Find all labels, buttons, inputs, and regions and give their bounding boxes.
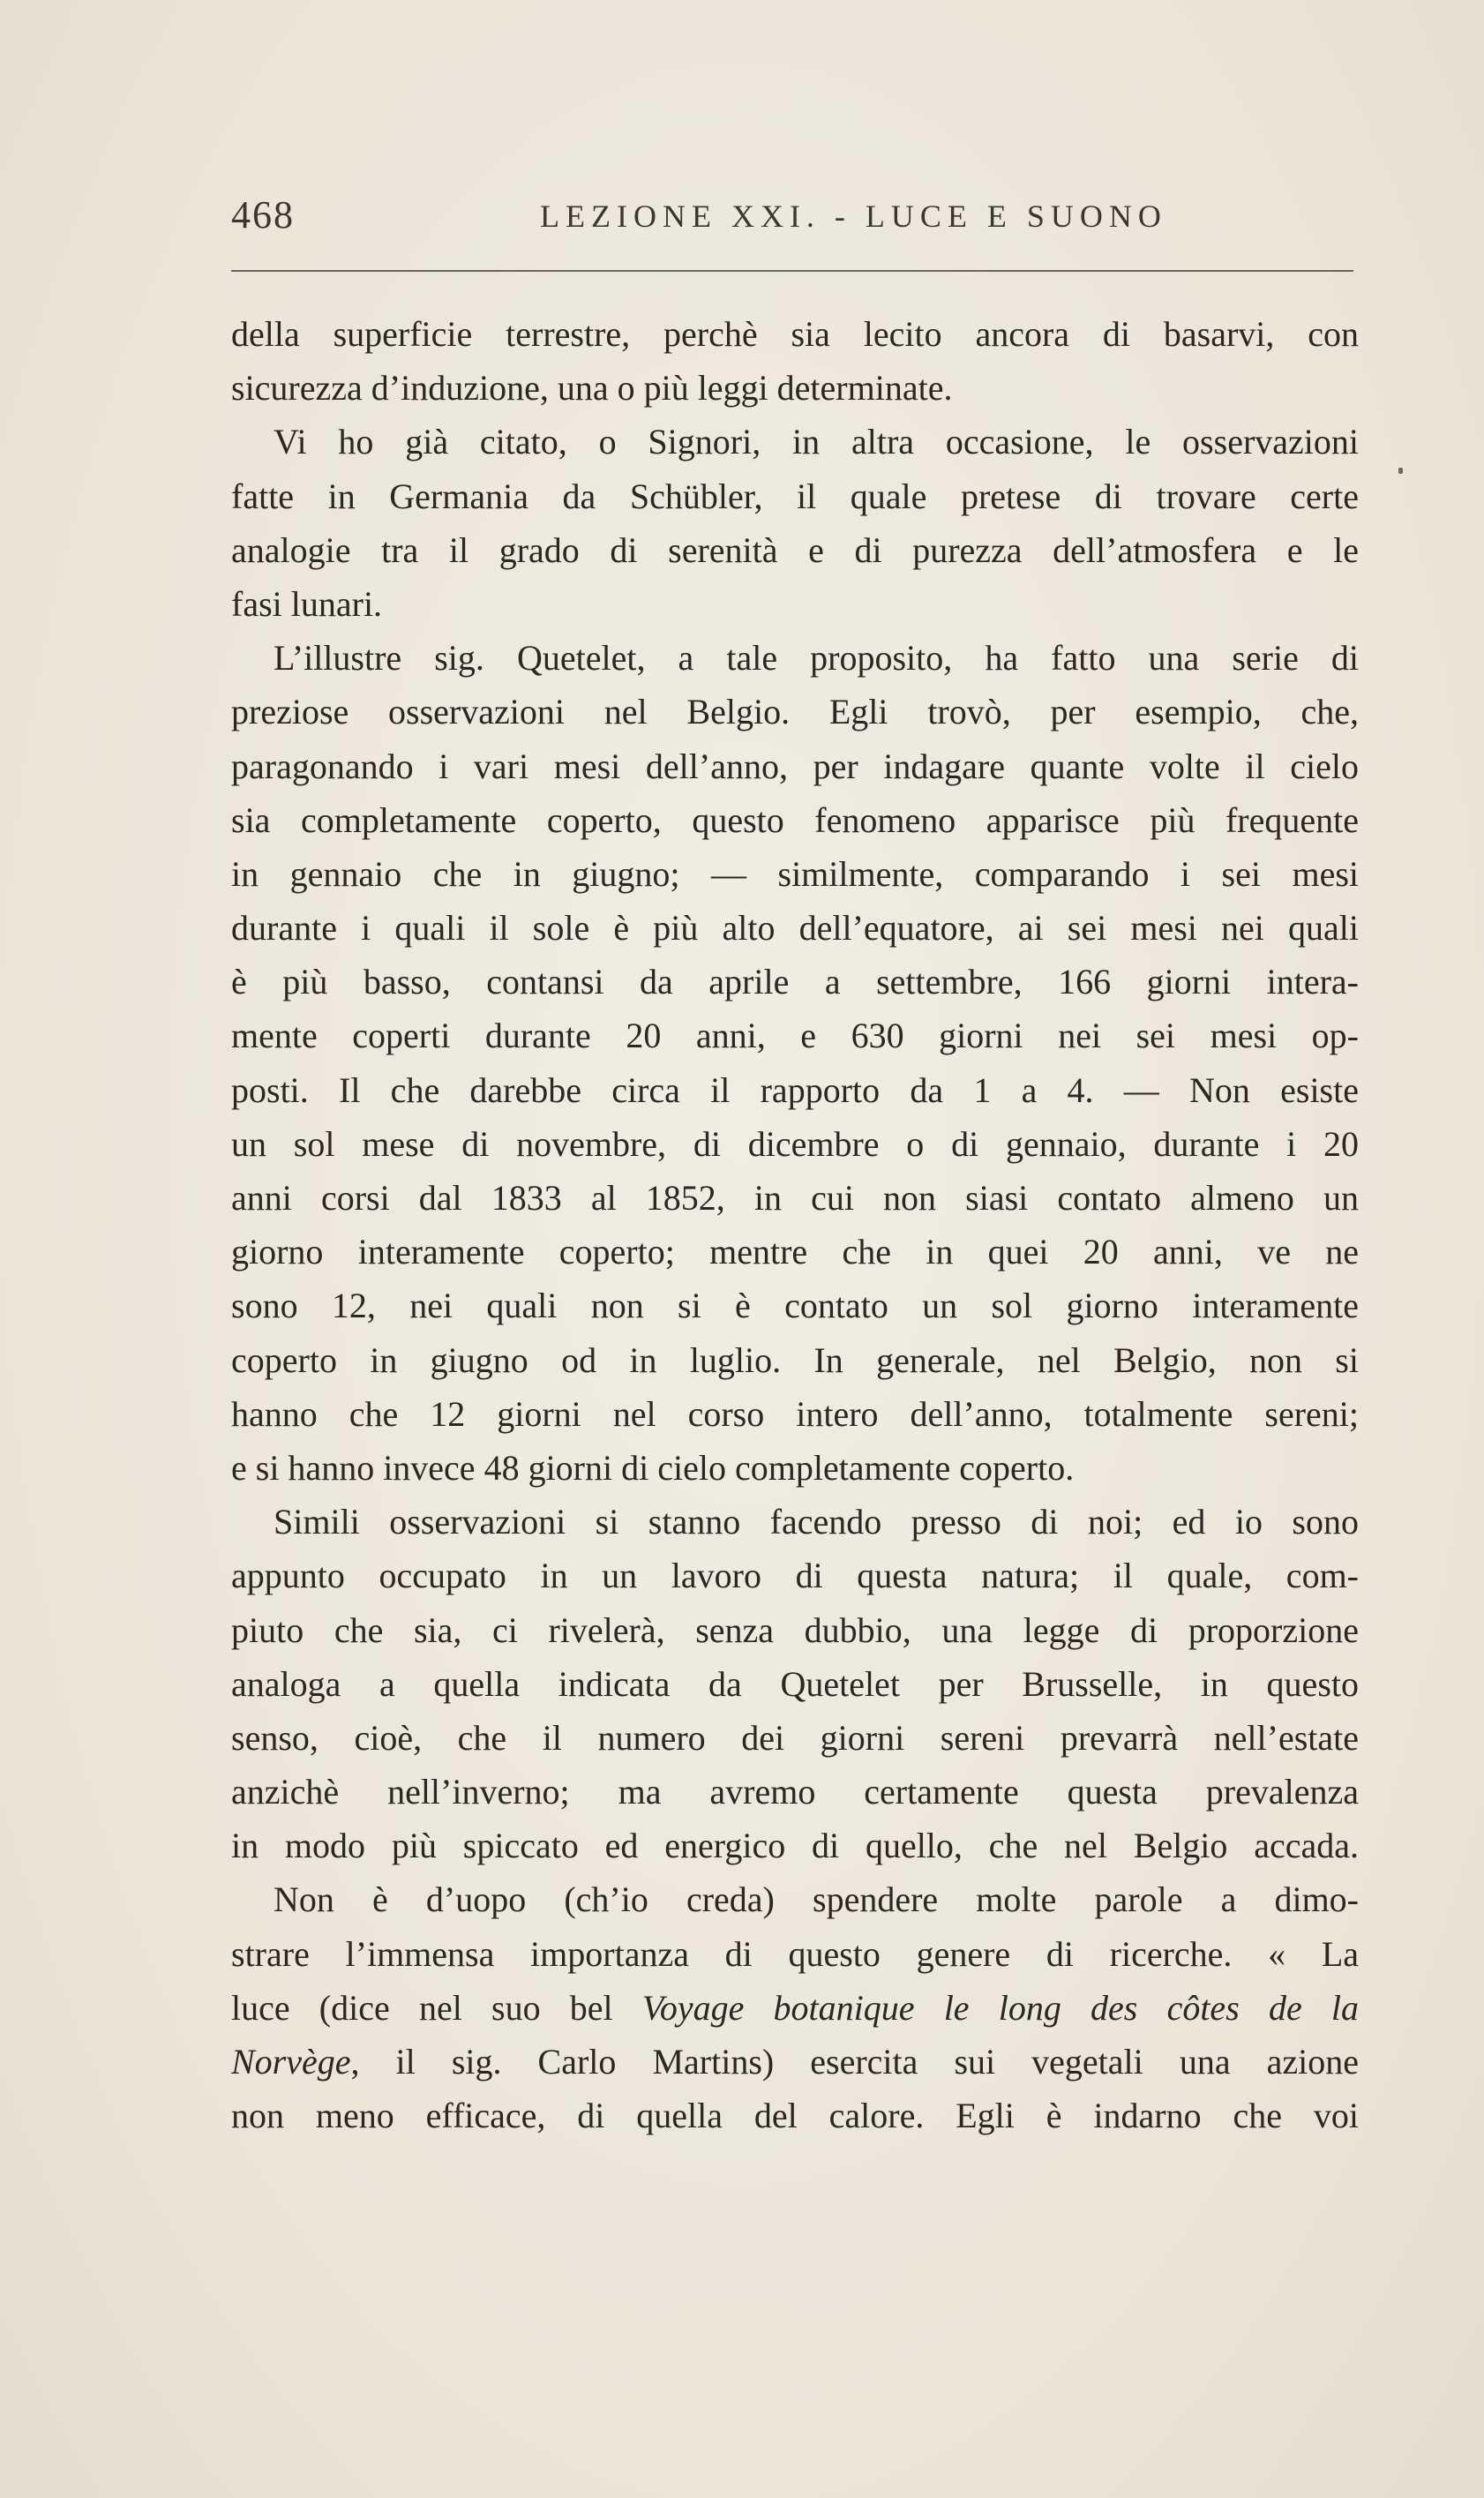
text-line-with-italic xyxy=(231,1981,1359,2035)
text-line: Simili osservazioni si stanno facendo presso di noi; ed io sono xyxy=(274,1502,1359,1542)
text-line: è più basso, contansi da aprile a settembre, 166 giorni intera- xyxy=(231,962,1359,1002)
text-segment: luce (dice nel suo bel xyxy=(231,1987,613,2028)
text-line: coperto in giugno od in luglio. In generale, nel Belgio, non si xyxy=(231,1339,1359,1380)
text-line: analogie tra il grado di serenità e di purezza dell’atmosfera e le xyxy=(231,529,1359,570)
text-line-with-italic xyxy=(231,2035,1359,2089)
text-segment: , il sig. Carlo Martins) esercita sui vegetali una azione xyxy=(350,2042,1359,2082)
text-line: mente coperti durante 20 anni, e 630 giorni nei sei mesi op- xyxy=(231,1016,1359,1056)
text-line: anzichè nell’inverno; ma avremo certamente questa prevalenza xyxy=(231,1772,1359,1812)
text-line: in gennaio che in giugno; — similmente, comparando i sei mesi xyxy=(231,853,1359,894)
text-line: posti. Il che darebbe circa il rapporto da 1 a 4. — Non esiste xyxy=(231,1069,1359,1110)
text-line: un sol mese di novembre, di dicembre o di gennaio, durante i 20 xyxy=(231,1123,1359,1164)
text-line: sia completamente coperto, questo fenomeno apparisce più frequente xyxy=(231,799,1359,840)
text-line: in modo più spiccato ed energico di quello, che nel Belgio accada. xyxy=(231,1826,1359,1866)
text-line: analoga a quella indicata da Quetelet per Brusselle, in questo xyxy=(231,1663,1359,1704)
header-rule xyxy=(231,270,1353,272)
page-header xyxy=(231,192,1350,245)
text-line: L’illustre sig. Quetelet, a tale proposito, ha fatto una serie di xyxy=(274,638,1359,679)
text-line: sicurezza d’induzione, una o più leggi determinate. xyxy=(231,368,953,409)
running-title: LEZIONE XXI. - LUCE E SUONO xyxy=(540,199,1167,234)
text-line: strare l’immensa importanza di questo genere di ricerche. « La xyxy=(231,1933,1359,1974)
text-line: durante i quali il sole è più alto dell’equatore, ai sei mesi nei quali xyxy=(231,908,1359,949)
text-line: piuto che sia, ci rivelerà, senza dubbio, una legge di proporzione xyxy=(231,1609,1359,1650)
text-line: fasi lunari. xyxy=(231,583,383,624)
italic-book-title: Voyage botanique le long des côtes de la xyxy=(641,1987,1359,2028)
text-line: sono 12, nei quali non si è contato un sol giorno interamente xyxy=(231,1286,1359,1326)
text-line: Vi ho già citato, o Signori, in altra occasione, le osservazioni xyxy=(274,422,1359,462)
text-line: paragonando i vari mesi dell’anno, per indagare quante volte il cielo xyxy=(231,746,1359,786)
text-line: Non è d’uopo (ch’io creda) spendere molte parole a dimo- xyxy=(274,1879,1359,1920)
text-line: della superficie terrestre, perchè sia lecito ancora di basarvi, con xyxy=(231,314,1359,354)
text-line: fatte in Germania da Schübler, il quale pretese di trovare certe xyxy=(231,476,1359,516)
italic-book-title-end: Norvège xyxy=(231,2042,351,2082)
text-line: appunto occupato in un lavoro di questa natura; il quale, com- xyxy=(231,1556,1359,1596)
text-line: non meno efficace, di quella del calore. Egli è indarno che voi xyxy=(231,2096,1359,2136)
text-line: preziose osservazioni nel Belgio. Egli trovò, per esempio, che, xyxy=(231,692,1359,732)
text-line: e si hanno invece 48 giorni di cielo completamente coperto. xyxy=(231,1447,1075,1488)
page-number: 468 xyxy=(231,193,295,236)
text-line: giorno interamente coperto; mentre che in quei 20 anni, ve ne xyxy=(231,1232,1359,1272)
text-line: senso, cioè, che il numero dei giorni sereni prevarrà nell’estate xyxy=(231,1717,1359,1758)
text-line: anni corsi dal 1833 al 1852, in cui non siasi contato almeno un xyxy=(231,1178,1359,1218)
ink-speck xyxy=(1398,468,1403,474)
body-text xyxy=(231,307,1359,2142)
text-line: hanno che 12 giorni nel corso intero dell’anno, totalmente sereni; xyxy=(231,1393,1359,1434)
